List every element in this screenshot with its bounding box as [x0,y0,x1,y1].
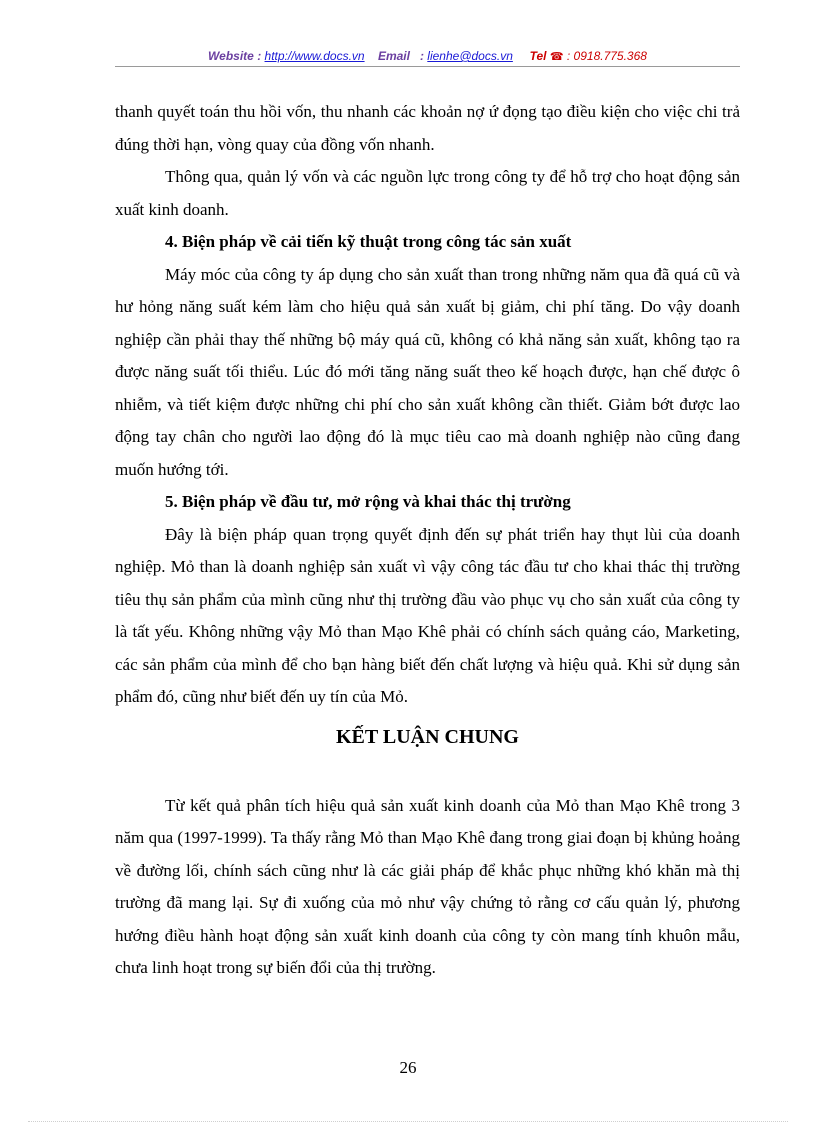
website-label: Website [208,49,254,63]
website-link[interactable]: http://www.docs.vn [264,49,365,63]
header-divider [115,66,740,67]
paragraph: Thông qua, quản lý vốn và các nguồn lực trong công ty để hỗ trợ cho hoạt động sản xuất kinh doanh. [115,167,740,219]
paragraph: Đây là biện pháp quan trọng quyết định đến sự phát triển hay thụt lùi của doanh nghiệp. Mỏ than là doanh nghiệp sản xuất vì vậy công tác đầu tư cho khai thác thị trường tiêu thụ sản phẩm của mình cũng như thị trường đầu vào phục vụ cho sản xuất của công ty là tất yếu. Không những vậy Mỏ than Mạo Khê phải có chính sách quảng cáo, Marketing, các sản phẩm của mình để cho bạn hàng biết đến chất lượng và hiệu quả. Khi sử dụng sản phẩm đó, cũng như biết đến uy tín của Mỏ. [115,524,740,706]
telephone-icon: ☎ [549,51,564,63]
paragraph: Từ kết quả phân tích hiệu quả sản xuất kinh doanh của Mỏ than Mạo Khê trong 3 năm qua (1997-1999). Ta thấy rằng Mỏ than Mạo Khê đang trong giai đoạn bị khủng hoảng về đường lối, chính sách cũng như là các giải pháp để khắc phục những khó khăn mà thị trường đã mang lại. Sự đi xuống của mỏ như vậy chứng tỏ rằng cơ cấu quản lý, phương hướng điều hành hoạt động sản xuất kinh doanh của công ty còn mang tính khuôn mẫu, chưa linh hoạt trong sự biến đổi của thị trường. [115,795,740,977]
tel-number: 0918.775.368 [573,49,647,63]
page-number: 26 [399,1058,417,1077]
paragraph-continuation: thanh quyết toán thu hồi vốn, thu nhanh các khoản nợ ứ đọng tạo điều kiện cho việc chi trả đúng thời hạn, vòng quay của đồng vốn nhanh. [115,102,740,154]
section-heading-4: 4. Biện pháp về cải tiến kỹ thuật trong công tác sản xuất [165,232,572,251]
email-link[interactable]: lienhe@docs.vn [427,49,513,63]
tel-label: Tel [529,49,547,63]
paragraph: Máy móc của công ty áp dụng cho sản xuất than trong những năm qua đã quá cũ và hư hỏng năng suất kém làm cho hiệu quả sản xuất bị giảm, chi phí tăng. Do vậy doanh nghiệp cần phải thay thế những bộ máy quá cũ, không có khả năng sản xuất, không tạo ra được năng suất tối thiểu. Lúc đó mới tăng năng suất theo kế hoạch được, hạn chế được ô nhiễm, và tiết kiệm được những chi phí cho sản xuất không cần thiết. Giảm bớt được lao động tay chân cho người lao động đó là mục tiêu cao mà doanh nghiệp nào cũng đang muốn hướng tới. [115,264,740,479]
email-label: Email [377,49,410,63]
page-body [115,96,740,985]
page-header: Website : http://www.docs.vn Email : lienhe@docs.vn Tel ☎ : 0918.775.368 [208,49,647,63]
section-heading-5: 5. Biện pháp về đầu tư, mở rộng và khai thác thị trường [165,492,571,511]
footer-divider [28,1121,788,1122]
conclusion-title: KẾT LUẬN CHUNG [336,725,519,748]
